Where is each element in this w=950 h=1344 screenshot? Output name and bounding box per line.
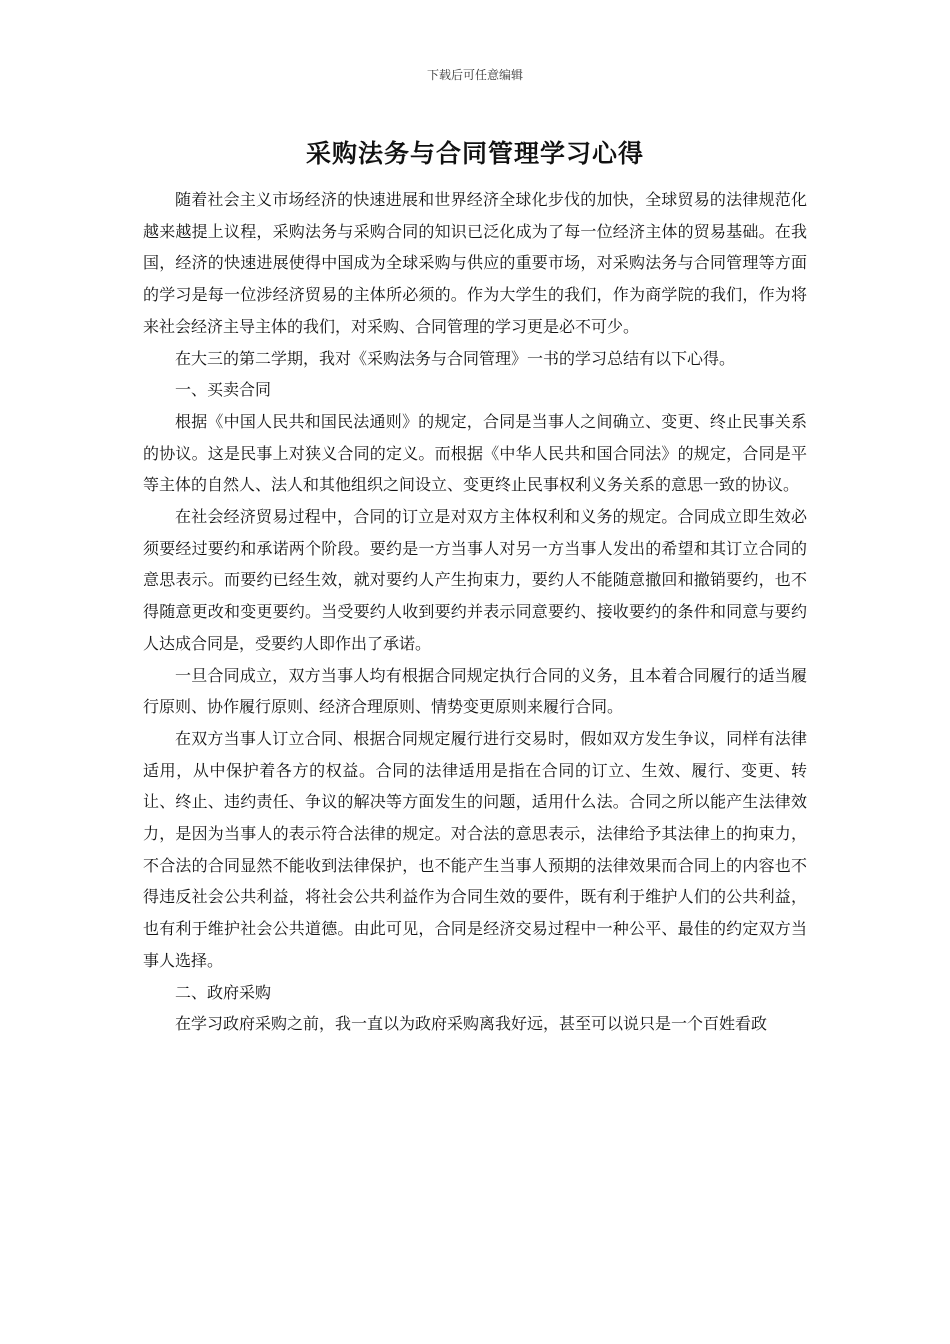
document-body (143, 184, 807, 1040)
paragraph-government-procurement: 在学习政府采购之前，我一直以为政府采购离我好远，甚至可以说只是一个百姓看政 (175, 1014, 768, 1034)
paragraph-legal-application: 在双方当事人订立合同、根据合同规定履行进行交易时，假如双方发生争议，同样有法律适用，从中保护着各方的权益。合同的法律适用是指在合同的订立、生效、履行、变更、转让、终止、违约责任、争议的解决等方面发生的问题，适用什么法。合同之所以能产生法律效力，是因为当事人的表示符合法律的规定。对合法的意思表示，法律给予其法律上的拘束力，不合法的合同显然不能收到法律保护，也不能产生当事人预期的法律效果而合同上的内容也不得违反社会公共利益，将社会公共利益作为合同生效的要件，既有利于维护人们的公共利益，也有利于维护社会公共道德。由此可见，合同是经济交易过程中一种公平、最佳的约定双方当事人选择。 (143, 728, 807, 970)
paragraph-intro: 随着社会主义市场经济的快速进展和世界经济全球化步伐的加快，全球贸易的法律规范化越来越提上议程，采购法务与采购合同的知识已泛化成为了每一位经济主体的贸易基础。在我国，经济的快速进展使得中国成为全球采购与供应的重要市场，对采购法务与合同管理等方面的学习是每一位涉经济贸易的主体所必须的。作为大学生的我们，作为商学院的我们，作为将来社会经济主导主体的我们，对采购、合同管理的学习更是必不可少。 (143, 190, 807, 336)
paragraph-performance: 一旦合同成立，双方当事人均有根据合同规定执行合同的义务，且本着合同履行的适当履行原则、协作履行原则、经济合理原则、情势变更原则来履行合同。 (143, 665, 807, 717)
paragraph-offer-acceptance: 在社会经济贸易过程中，合同的订立是对双方主体权利和义务的规定。合同成立即生效必须要经过要约和承诺两个阶段。要约是一方当事人对另一方当事人发出的希望和其订立合同的意思表示。而要约已经生效，就对要约人产生拘束力，要约人不能随意撤回和撤销要约，也不得随意更改和变更要约。当受要约人收到要约并表示同意要约、接收要约的条件和同意与要约人达成合同是，受要约人即作出了承诺。 (143, 507, 807, 653)
header-note: 下载后可任意编辑 (426, 68, 523, 82)
section-heading-government-procurement: 二、政府采购 (175, 982, 272, 1002)
document-title: 采购法务与合同管理学习心得 (305, 139, 644, 168)
section-heading-sales-contract: 一、买卖合同 (175, 380, 272, 400)
paragraph-contract-definition: 根据《中国人民共和国民法通则》的规定，合同是当事人之间确立、变更、终止民事关系的协议。这是民事上对狭义合同的定义。而根据《中华人民共和国合同法》的规定，合同是平等主体的自然人、法人和其他组织之间设立、变更终止民事权利义务关系的意思一致的协议。 (143, 411, 807, 495)
paragraph-summary: 在大三的第二学期，我对《采购法务与合同管理》一书的学习总结有以下心得。 (175, 348, 736, 368)
